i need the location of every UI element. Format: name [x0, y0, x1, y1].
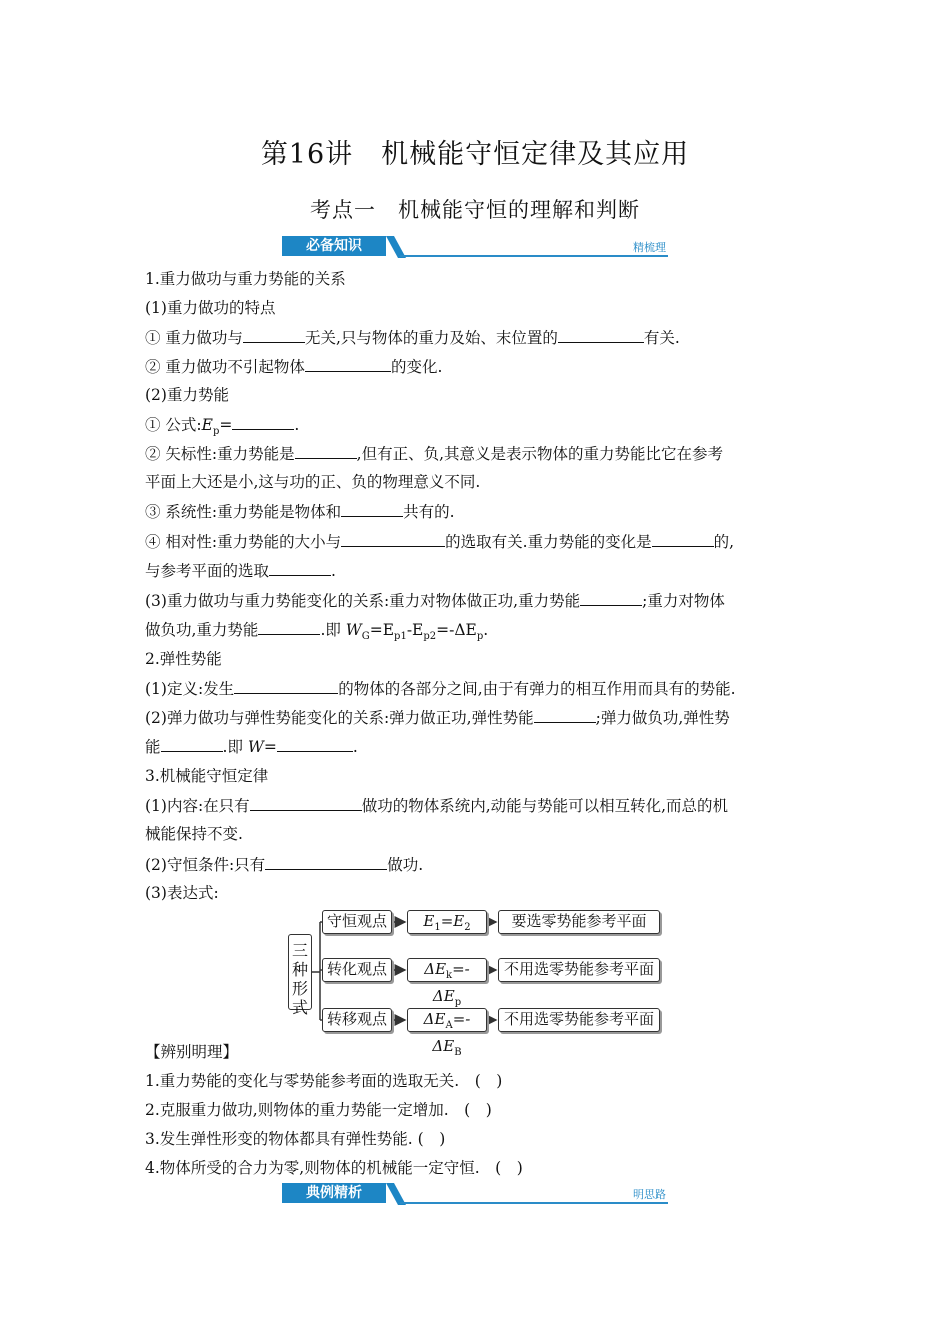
banner-examples — [282, 1183, 668, 1205]
item-1-2-b: ② 矢标性:重力势能是 ,但有正、负,其意义是表示物体的重力势能比它在参考 — [145, 445, 724, 463]
note-transformation: 不用选零势能参考平面 — [498, 958, 660, 982]
item-1-3-cont: 做负功,重力势能 .即 $W_G=E_{p1}-E_{p2}=-\Delta E_p$. — [145, 621, 489, 643]
heading-2: 2.弹性势能 — [145, 650, 222, 668]
judge-heading: 【辨别明理】 — [145, 1043, 239, 1061]
fill-blank[interactable] — [265, 854, 387, 870]
item-3-3: (3)表达式: — [145, 884, 219, 902]
item-1-1-a: ① 重力做功与 无关,只与物体的重力及始、末位置的 有关. — [145, 329, 680, 347]
item-1-2-d: ④ 相对性:重力势能的大小与 的选取有关.重力势能的变化是 的, — [145, 533, 735, 551]
banner-rule — [400, 255, 668, 257]
judge-item: 2.克服重力做功,则物体的重力势能一定增加. ( ) — [145, 1101, 492, 1119]
note-conservation: 要选零势能参考平面 — [498, 910, 660, 934]
item-2-2: (2)弹力做功与弹性势能变化的关系:弹力做正功,弹性势能 ;弹力做负功,弹性势 — [145, 709, 730, 727]
note-transfer: 不用选零势能参考平面 — [498, 1008, 660, 1032]
item-1-2-a: ① 公式$:E_p=$ . — [145, 416, 300, 438]
fill-blank[interactable] — [558, 327, 644, 343]
item-1-1-b: ② 重力做功不引起物体 的变化. — [145, 358, 443, 376]
fill-blank[interactable] — [580, 590, 642, 606]
heading-3: 3.机械能守恒定律 — [145, 767, 269, 785]
fill-blank[interactable] — [234, 678, 338, 694]
item-3-1-cont: 械能保持不变. — [145, 825, 243, 843]
heading-1-2: (2)重力势能 — [145, 386, 229, 404]
heading-1-1: (1)重力做功的特点 — [145, 299, 276, 317]
judge-item: 3.发生弹性形变的物体都具有弹性势能. ( ) — [145, 1130, 446, 1148]
item-2-2-cont: 能 .即 W= . — [145, 738, 358, 756]
fill-blank[interactable] — [305, 356, 391, 372]
fill-blank[interactable] — [232, 414, 294, 430]
item-1-3: (3)重力做功与重力势能变化的关系:重力对物体做正功,重力势能 ;重力对物体 — [145, 592, 725, 610]
banner-tag: 精梳理 — [633, 241, 666, 254]
banner-tag: 明思路 — [633, 1188, 666, 1201]
item-1-2-d-cont: 与参考平面的选取 . — [145, 562, 336, 580]
item-3-2: (2)守恒条件:只有 做功. — [145, 856, 424, 874]
section-subtitle: 考点一 机械能守恒的理解和判断 — [310, 198, 640, 222]
fill-blank[interactable] — [295, 443, 357, 459]
item-1-2-c: ③ 系统性:重力势能是物体和 共有的. — [145, 503, 455, 521]
item-1-2-b-cont: 平面上大还是小,这与功的正、负的物理意义不同. — [145, 473, 481, 491]
banner-knowledge — [282, 236, 668, 258]
banner-rule — [400, 1202, 668, 1204]
judge-item: 1.重力势能的变化与零势能参考面的选取无关. ( ) — [145, 1072, 503, 1090]
fill-blank[interactable] — [652, 531, 714, 547]
expression-diagram — [286, 906, 666, 1058]
fill-blank[interactable] — [258, 619, 320, 635]
fill-blank[interactable] — [161, 736, 223, 752]
heading-1: 1.重力做功与重力势能的关系 — [145, 270, 346, 288]
fill-blank[interactable] — [341, 501, 403, 517]
item-3-1: (1)内容:在只有 做功的物体系统内,动能与势能可以相互转化,而总的机 — [145, 797, 729, 815]
view-transformation: 转化观点 — [322, 958, 392, 982]
banner-label: 必备知识 — [282, 236, 386, 256]
page-title: 第16讲 机械能守恒定律及其应用 — [260, 139, 690, 170]
view-conservation: 守恒观点 — [322, 910, 392, 934]
fill-blank[interactable] — [341, 531, 445, 547]
fill-blank[interactable] — [269, 560, 331, 576]
fill-blank[interactable] — [534, 707, 596, 723]
formula-transformation: $\Delta E_k=-$ $\Delta E_p$ — [407, 958, 487, 982]
item-2-1: (1)定义:发生 的物体的各部分之间,由于有弹力的相互作用而具有的势能. — [145, 680, 736, 698]
judge-item: 4.物体所受的合力为零,则物体的机械能一定守恒. ( ) — [145, 1159, 523, 1177]
diagram-root: 三 种 形 式 — [288, 934, 312, 1010]
view-transfer: 转移观点 — [322, 1008, 392, 1032]
formula-transfer: $\Delta E_A=-$ $\Delta E_B$ — [407, 1008, 487, 1032]
fill-blank[interactable] — [277, 736, 353, 752]
formula-conservation: $E_1=E_2$ — [407, 910, 487, 934]
fill-blank[interactable] — [243, 327, 305, 343]
fill-blank[interactable] — [250, 795, 362, 811]
banner-label: 典例精析 — [282, 1183, 386, 1203]
